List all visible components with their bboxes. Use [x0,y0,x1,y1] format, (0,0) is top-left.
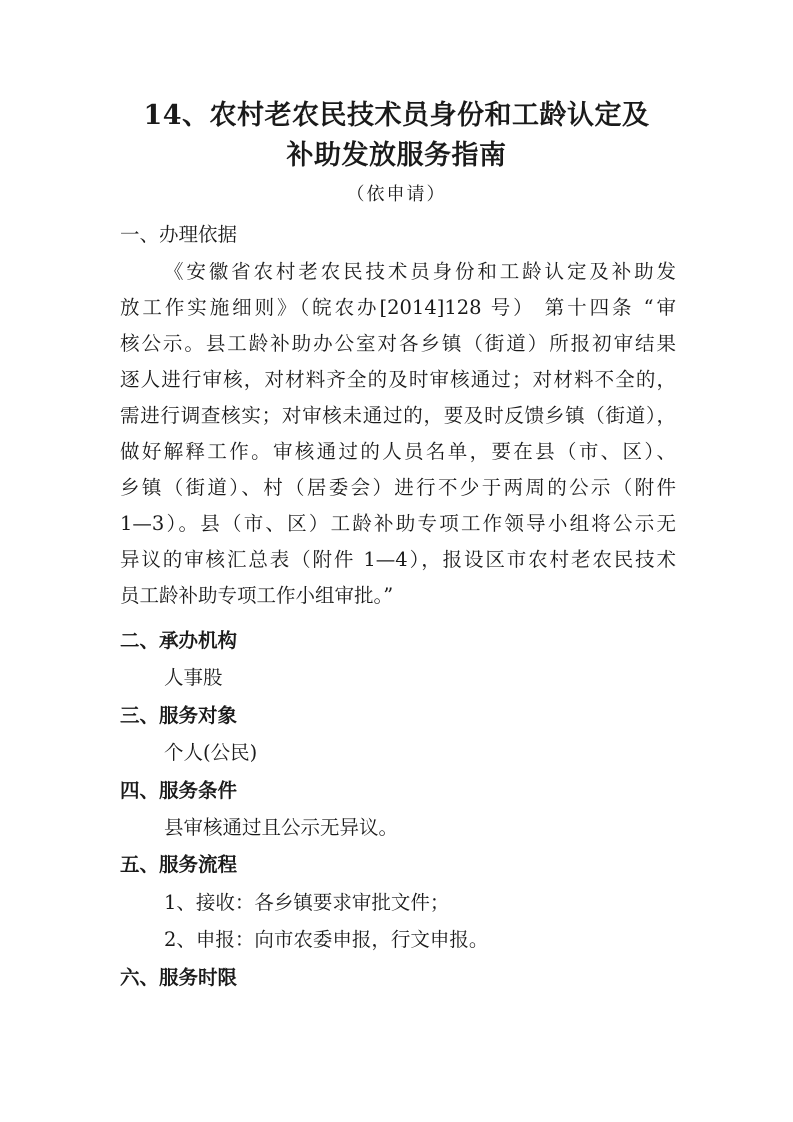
section-5-heading: 五、服务流程 [120,853,238,876]
document-title-line-1: 14、农村老农民技术员身份和工龄认定及 [143,100,650,131]
section-5-step: 2、申报：向市农委申报，行文申报。 [164,928,489,951]
section-5-step: 1、接收：各乡镇要求审批文件； [164,891,450,914]
section-1-body-line: 需进行调查核实；对审核未通过的，要及时反馈乡镇（街道）， [120,404,676,427]
section-1-body-line: 放工作实施细则》（皖农办[2014]128 号） 第十四条 “审 [120,296,676,319]
section-2-content: 人事股 [164,666,223,689]
section-4-content: 县审核通过且公示无异议。 [164,816,399,839]
section-1-body-line: 做好解释工作。审核通过的人员名单，要在县（市、区）、 [120,440,676,463]
document-title-line-2: 补助发放服务指南 [286,140,507,171]
section-1-body-line: 核公示。县工龄补助办公室对各乡镇（街道）所报初审结果 [120,332,676,355]
section-1-body-line: 异议的审核汇总表（附件 1—4），报设区市农村老农民技术 [120,548,676,571]
section-1-body-line: 《安徽省农村老农民技术员身份和工龄认定及补助发 [164,260,676,283]
section-1-body-line: 1—3）。县（市、区）工龄补助专项工作领导小组将公示无 [120,512,676,535]
section-1-body-line: 逐人进行审核，对材料齐全的及时审核通过；对材料不全的， [120,368,676,391]
section-4-heading: 四、服务条件 [120,779,238,802]
section-1-body-line: 员工龄补助专项工作小组审批。” [120,584,394,607]
document-subtitle: （依申请） [346,184,447,205]
section-1-heading: 一、办理依据 [120,223,238,246]
section-6-heading: 六、服务时限 [120,966,238,989]
section-1-body-line: 乡镇（街道）、村（居委会）进行不少于两周的公示（附件 [120,476,676,499]
section-3-content: 个人(公民) [164,741,258,764]
section-2-heading: 二、承办机构 [120,629,238,652]
section-3-heading: 三、服务对象 [120,704,238,727]
